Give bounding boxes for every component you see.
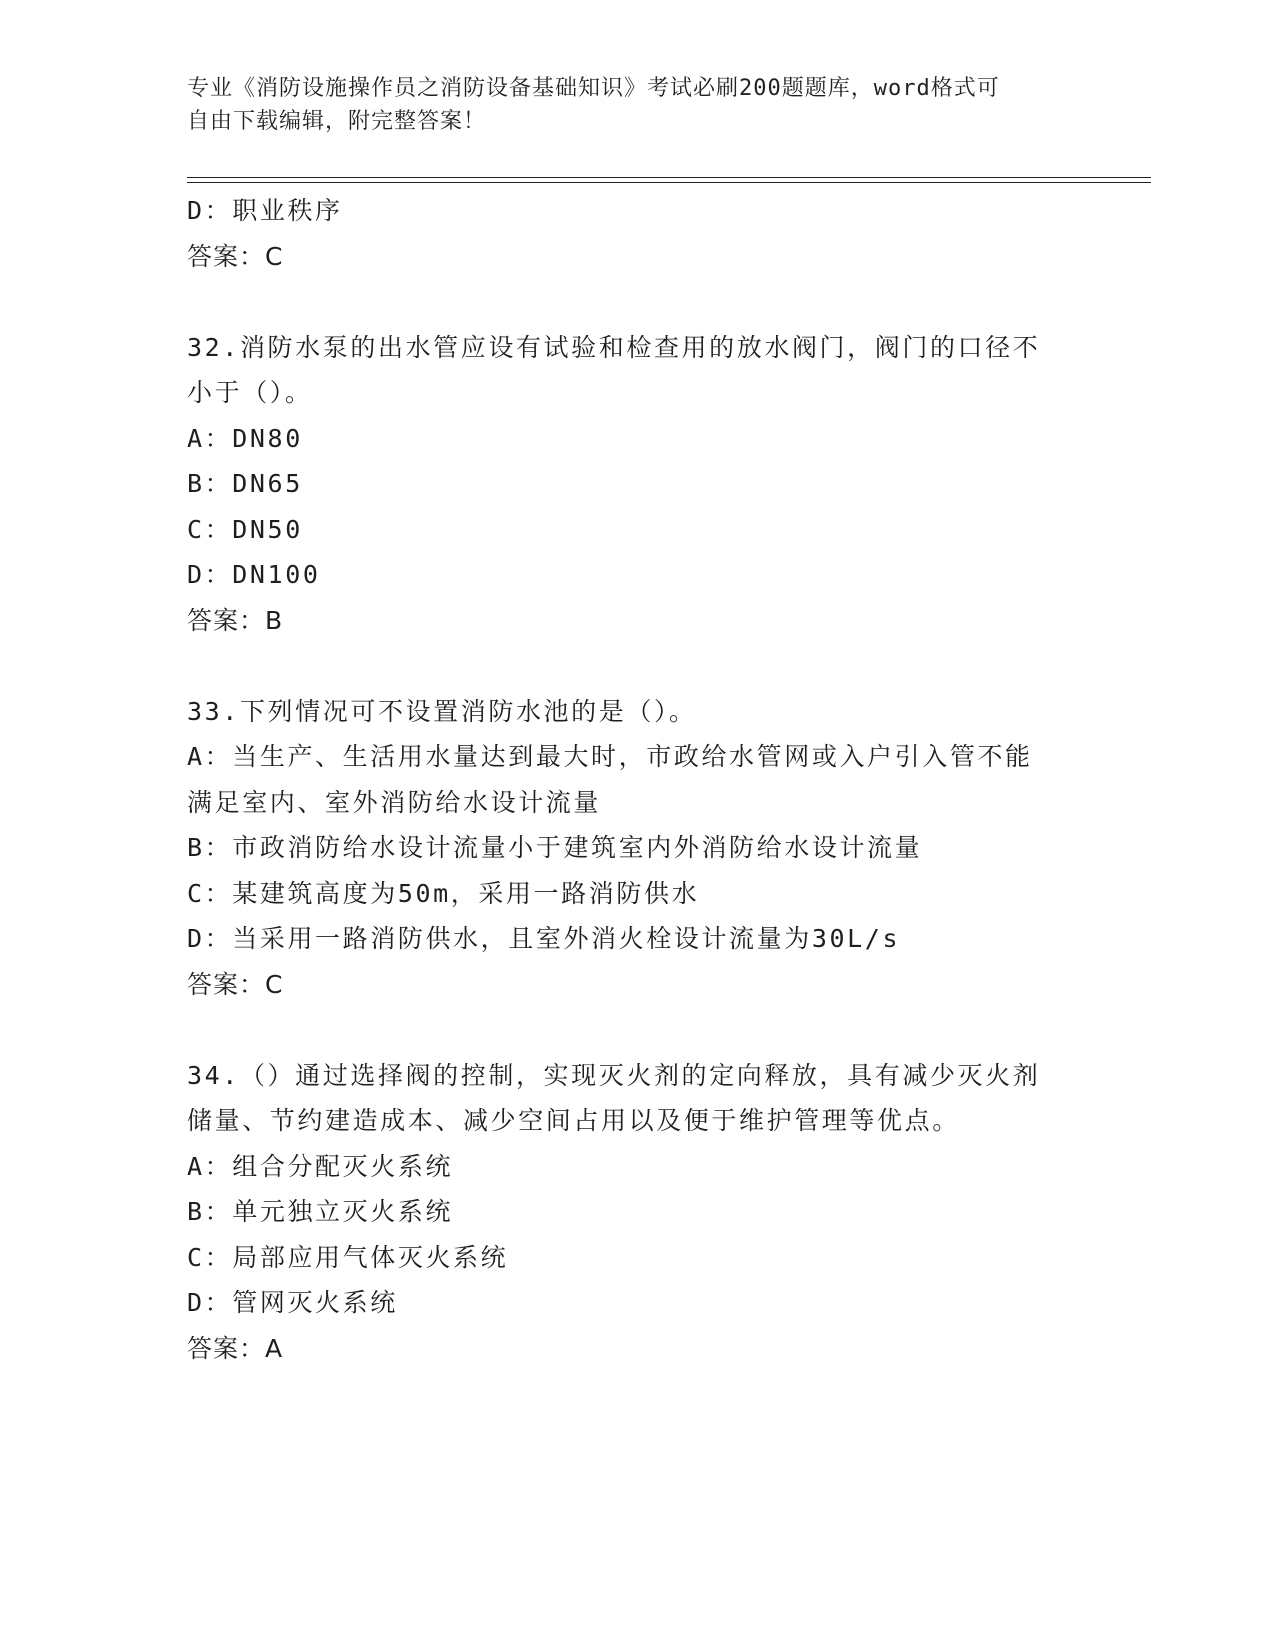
question-block-34: [187, 1053, 1087, 1372]
spacer: [187, 643, 1087, 689]
option-a-line-2: 满足室内、室外消防给水设计流量: [187, 787, 602, 817]
option-a: A：DN80: [187, 423, 303, 453]
question-stem-line-2: 小于（）。: [187, 378, 313, 407]
spacer: [187, 1007, 1087, 1053]
option-d: D：DN100: [187, 560, 321, 589]
option-c: C：DN50: [187, 514, 303, 544]
option-c: C：局部应用气体灭火系统: [187, 1242, 509, 1272]
question-content: [187, 188, 1087, 1371]
document-header: [187, 72, 1087, 138]
answer-line: 答案：C: [187, 969, 284, 999]
option-d: D：当采用一路消防供水，且室外消火栓设计流量为30L/s: [187, 924, 901, 953]
option-b: B：市政消防给水设计流量小于建筑室内外消防给水设计流量: [187, 833, 923, 862]
spacer: [187, 279, 1087, 325]
option-b: B：单元独立灭火系统: [187, 1197, 454, 1226]
header-divider-top: [187, 177, 1151, 178]
option-d: D：管网灭火系统: [187, 1288, 398, 1317]
option-c: C：某建筑高度为50m，采用一路消防供水: [187, 878, 700, 908]
question-stem-line-2: 储量、节约建造成本、减少空间占用以及便于维护管理等优点。: [187, 1106, 960, 1135]
question-stem-line-1: 32.消防水泵的出水管应设有试验和检查用的放水阀门，阀门的口径不: [187, 332, 1041, 362]
question-block-33: [187, 689, 1087, 1008]
question-block-32: [187, 325, 1087, 644]
question-stem-line-1: 34.（）通过选择阀的控制，实现灭火剂的定向释放，具有减少灭火剂: [187, 1060, 1041, 1090]
question-stem-line-1: 33.下列情况可不设置消防水池的是（）。: [187, 696, 697, 726]
option-b: B：DN65: [187, 469, 303, 498]
header-title-line-1: 专业《消防设施操作员之消防设备基础知识》考试必刷200题题库，word格式可: [187, 76, 1000, 101]
answer-line: 答案：A: [187, 1333, 284, 1363]
option-d: D：职业秩序: [187, 196, 343, 225]
header-title-line-2: 自由下载编辑，附完整答案！: [187, 109, 487, 134]
question-block-previous: [187, 188, 1087, 279]
header-divider-bottom: [187, 182, 1151, 183]
answer-line: 答案：C: [187, 241, 284, 271]
option-a: A：组合分配灭火系统: [187, 1151, 454, 1181]
answer-line: 答案：B: [187, 605, 284, 635]
option-a-line-1: A：当生产、生活用水量达到最大时，市政给水管网或入户引入管不能: [187, 742, 1033, 771]
